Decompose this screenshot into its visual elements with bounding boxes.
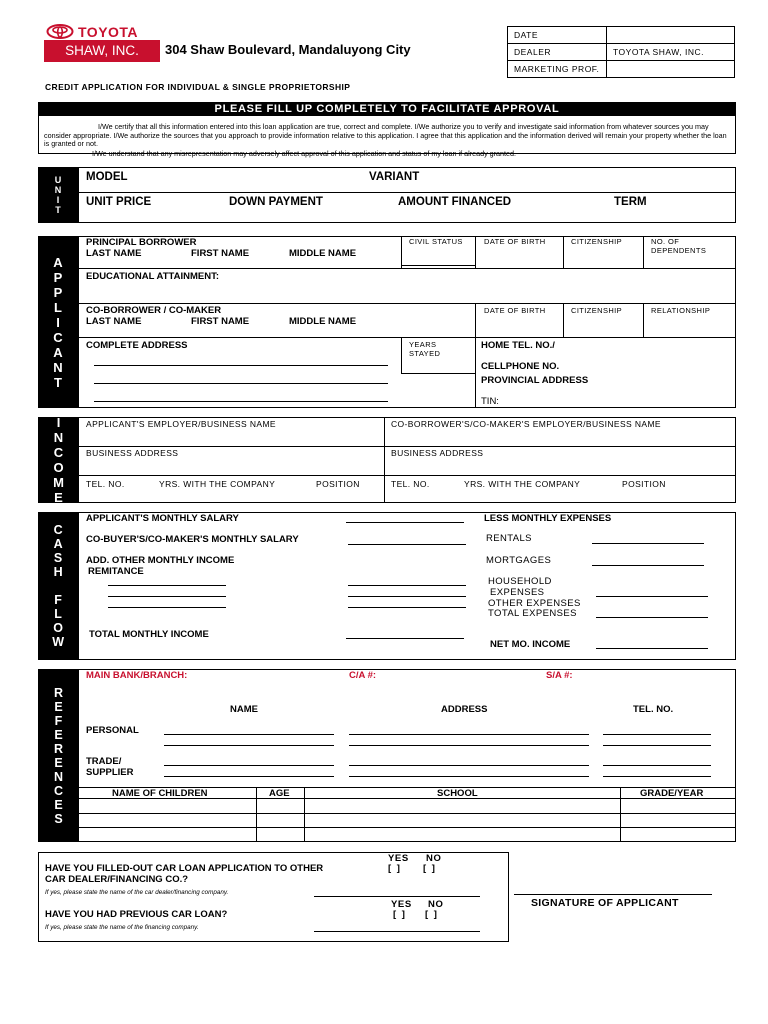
remitance-desc-1[interactable] [108,585,226,586]
ca-label: C/A #: [349,670,377,681]
references-section [78,669,736,842]
remitance-desc-2[interactable] [108,596,226,597]
toyota-logo [44,24,162,39]
address-header: ADDRESS [441,704,488,715]
app-business-address-label: BUSINESS ADDRESS [86,448,179,458]
signature-line[interactable] [514,894,712,895]
date-field[interactable] [607,27,735,44]
q1-no-checkbox[interactable]: [ ] [423,863,437,874]
variant-label: VARIANT [369,171,420,183]
other-expenses-label: OTHER EXPENSES [488,598,581,609]
income-side-label [38,417,78,503]
q2-text: HAVE YOU HAD PREVIOUS CAR LOAN? [45,909,228,920]
form-title: CREDIT APPLICATION FOR INDIVIDUAL & SINGLE PROPRIETORSHIP [45,82,351,92]
applicant-side-text: APPLICANT [50,254,66,390]
first-name-label: FIRST NAME [191,248,250,259]
dealer-label: DEALER [508,44,607,61]
trade-name-2[interactable] [164,776,334,777]
personal-tel-1[interactable] [603,734,711,735]
coborrower-label: CO-BORROWER / CO-MAKER [86,305,222,316]
remitance-amt-2[interactable] [348,596,466,597]
co-salary-label: CO-BUYER'S/CO-MAKER'S MONTHLY SALARY [86,534,299,545]
salary-label: APPLICANT'S MONTHLY SALARY [86,513,239,524]
q1-note: If yes, please state the name of the car dealer/financing company. [45,889,229,896]
personal-label: PERSONAL [86,725,139,736]
q1-text-1: HAVE YOU FILLED-OUT CAR LOAN APPLICATION TO OTHER [45,863,324,874]
q1-yes-checkbox[interactable]: [ ] [388,863,402,874]
tel-header: TEL. NO. [633,704,674,715]
amount-financed-label: AMOUNT FINANCED [398,196,512,208]
remitance-desc-3[interactable] [108,607,226,608]
address-line-2[interactable] [94,383,388,384]
down-payment-label: DOWN PAYMENT [229,196,323,208]
signature-label: SIGNATURE OF APPLICANT [531,897,679,909]
co-business-address-label: BUSINESS ADDRESS [391,448,484,458]
total-income-field[interactable] [346,638,464,639]
co-yrs-label: YRS. WITH THE COMPANY [464,479,581,489]
principal-borrower-label: PRINCIPAL BORROWER [86,237,197,248]
dealer-value: TOYOTA SHAW, INC. [607,44,735,61]
unit-price-label: UNIT PRICE [86,196,152,208]
marketing-label: MARKETING PROF. [508,61,607,78]
tin-label: TIN: [481,396,499,407]
model-label: MODEL [86,171,128,183]
years-stayed-label: YEARS STAYED [409,340,441,358]
other-income-label: ADD. OTHER MONTHLY INCOME [86,555,235,566]
household-expenses-label: EXPENSES [490,587,545,598]
total-income-label: TOTAL MONTHLY INCOME [89,629,209,640]
q1-text-2: CAR DEALER/FINANCING CO.? [45,874,189,885]
age-header: AGE [269,788,290,799]
net-income-field[interactable] [596,648,708,649]
toyota-emblem-icon [46,24,74,39]
applicant-side-label [38,236,78,408]
relationship-label: RELATIONSHIP [651,306,711,315]
net-income-label: NET MO. INCOME [490,639,571,650]
supplier-label: SUPPLIER [86,767,134,778]
total-expenses-field[interactable] [596,617,708,618]
co-middle-name-label: MIDDLE NAME [289,316,357,327]
dependents-label: NO. OF DEPENDENTS [651,237,707,255]
personal-name-2[interactable] [164,745,334,746]
cellphone-label: CELLPHONE NO. [481,361,560,372]
date-label: DATE [508,27,607,44]
co-citizenship-label: CITIZENSHIP [571,306,623,315]
home-tel-label: HOME TEL. NO./ [481,340,555,351]
personal-name-1[interactable] [164,734,334,735]
brand-name: TOYOTA [78,24,139,40]
trade-tel-2[interactable] [603,776,711,777]
banner-text: PLEASE FILL UP COMPLETELY TO FACILITATE APPROVAL [214,103,560,115]
address-line-1[interactable] [94,365,388,366]
references-side-text: REFERENCES [51,685,66,826]
co-position-label: POSITION [622,479,666,489]
remitance-amt-3[interactable] [348,607,466,608]
q1-yes-label: YES [388,853,409,864]
trade-address-2[interactable] [349,776,589,777]
school-header: SCHOOL [437,788,478,799]
name-header: NAME [230,704,258,715]
term-label: TERM [614,196,647,208]
unit-side-text: UNIT [53,175,63,215]
app-tel-label: TEL. NO. [86,479,125,489]
co-salary-field[interactable] [348,544,466,545]
dealer-name-logo: SHAW, INC. [65,43,139,58]
trade-address-1[interactable] [349,765,589,766]
co-dob-label: DATE OF BIRTH [484,306,546,315]
dealer-address: 304 Shaw Boulevard, Mandaluyong City [165,42,411,57]
q2-note: If yes, please state the name of the financing company. [45,924,199,931]
children-header: NAME OF CHILDREN [112,788,208,799]
household-label: HOUSEHOLD [488,576,552,587]
app-yrs-label: YRS. WITH THE COMPANY [159,479,276,489]
provincial-address-label: PROVINCIAL ADDRESS [481,375,589,386]
last-name-label: LAST NAME [86,248,142,259]
sa-label: S/A #: [546,670,573,681]
q2-answer-field[interactable] [314,931,480,932]
grade-header: GRADE/YEAR [640,788,704,799]
less-expenses-label: LESS MONTHLY EXPENSES [484,513,612,524]
co-employer-label: CO-BORROWER'S/CO-MAKER'S EMPLOYER/BUSINESS NAME [391,419,661,429]
dob-label: DATE OF BIRTH [484,237,546,246]
total-expenses-label: TOTAL EXPENSES [488,608,577,619]
remitance-label: REMITANCE [88,566,144,577]
rentals-label: RENTALS [486,533,532,544]
trade-name-1[interactable] [164,765,334,766]
trade-tel-1[interactable] [603,765,711,766]
mortgages-field[interactable] [592,565,704,566]
q2-yes-label: YES [391,899,412,910]
dealer-info-table [507,26,735,78]
q2-yes-checkbox[interactable]: [ ] [393,909,407,920]
mortgages-label: MORTGAGES [486,555,552,566]
q2-no-label: NO [428,899,444,910]
co-last-name-label: LAST NAME [86,316,142,327]
q1-answer-field[interactable] [314,896,480,897]
personal-address-2[interactable] [349,745,589,746]
income-section [78,417,736,503]
rentals-field[interactable] [592,543,704,544]
unit-side-label [38,167,78,223]
personal-address-1[interactable] [349,734,589,735]
household-field[interactable] [596,596,708,597]
cashflow-side-text: CASH FLOW [51,523,66,649]
app-position-label: POSITION [316,479,360,489]
salary-field[interactable] [346,522,464,523]
q1-no-label: NO [426,853,442,864]
citizenship-label: CITIZENSHIP [571,237,623,246]
education-label: EDUCATIONAL ATTAINMENT: [86,271,219,282]
civil-status-label: CIVIL STATUS [409,237,463,246]
co-first-name-label: FIRST NAME [191,316,250,327]
app-employer-label: APPLICANT'S EMPLOYER/BUSINESS NAME [86,419,276,429]
income-side-text: INCOME [51,415,66,505]
cashflow-side-label [38,512,78,660]
personal-tel-2[interactable] [603,745,711,746]
references-side-label [38,669,78,842]
remitance-amt-1[interactable] [348,585,466,586]
address-line-3[interactable] [94,401,388,402]
trade-label: TRADE/ [86,756,122,767]
co-tel-label: TEL. NO. [391,479,430,489]
complete-address-label: COMPLETE ADDRESS [86,340,188,351]
certification-text-2: I/We understand that any misrepresentation may adversely affect approval of this application and status of my loan if already granted. [92,149,517,158]
q2-no-checkbox[interactable]: [ ] [425,909,439,920]
middle-name-label: MIDDLE NAME [289,248,357,259]
main-bank-label: MAIN BANK/BRANCH: [86,670,188,681]
certification-text: I/We certify that all this information entered into this loan application are true, correct and complete. I/We authorize you to verify and investigate said information from whatever sources you may consider appropriate. I/We authorize the sources that you approach to provide information relative to this application. I agree that this application and the information derived will remain your property whether the loan is granted or not. [44,122,727,149]
marketing-field[interactable] [607,61,735,78]
